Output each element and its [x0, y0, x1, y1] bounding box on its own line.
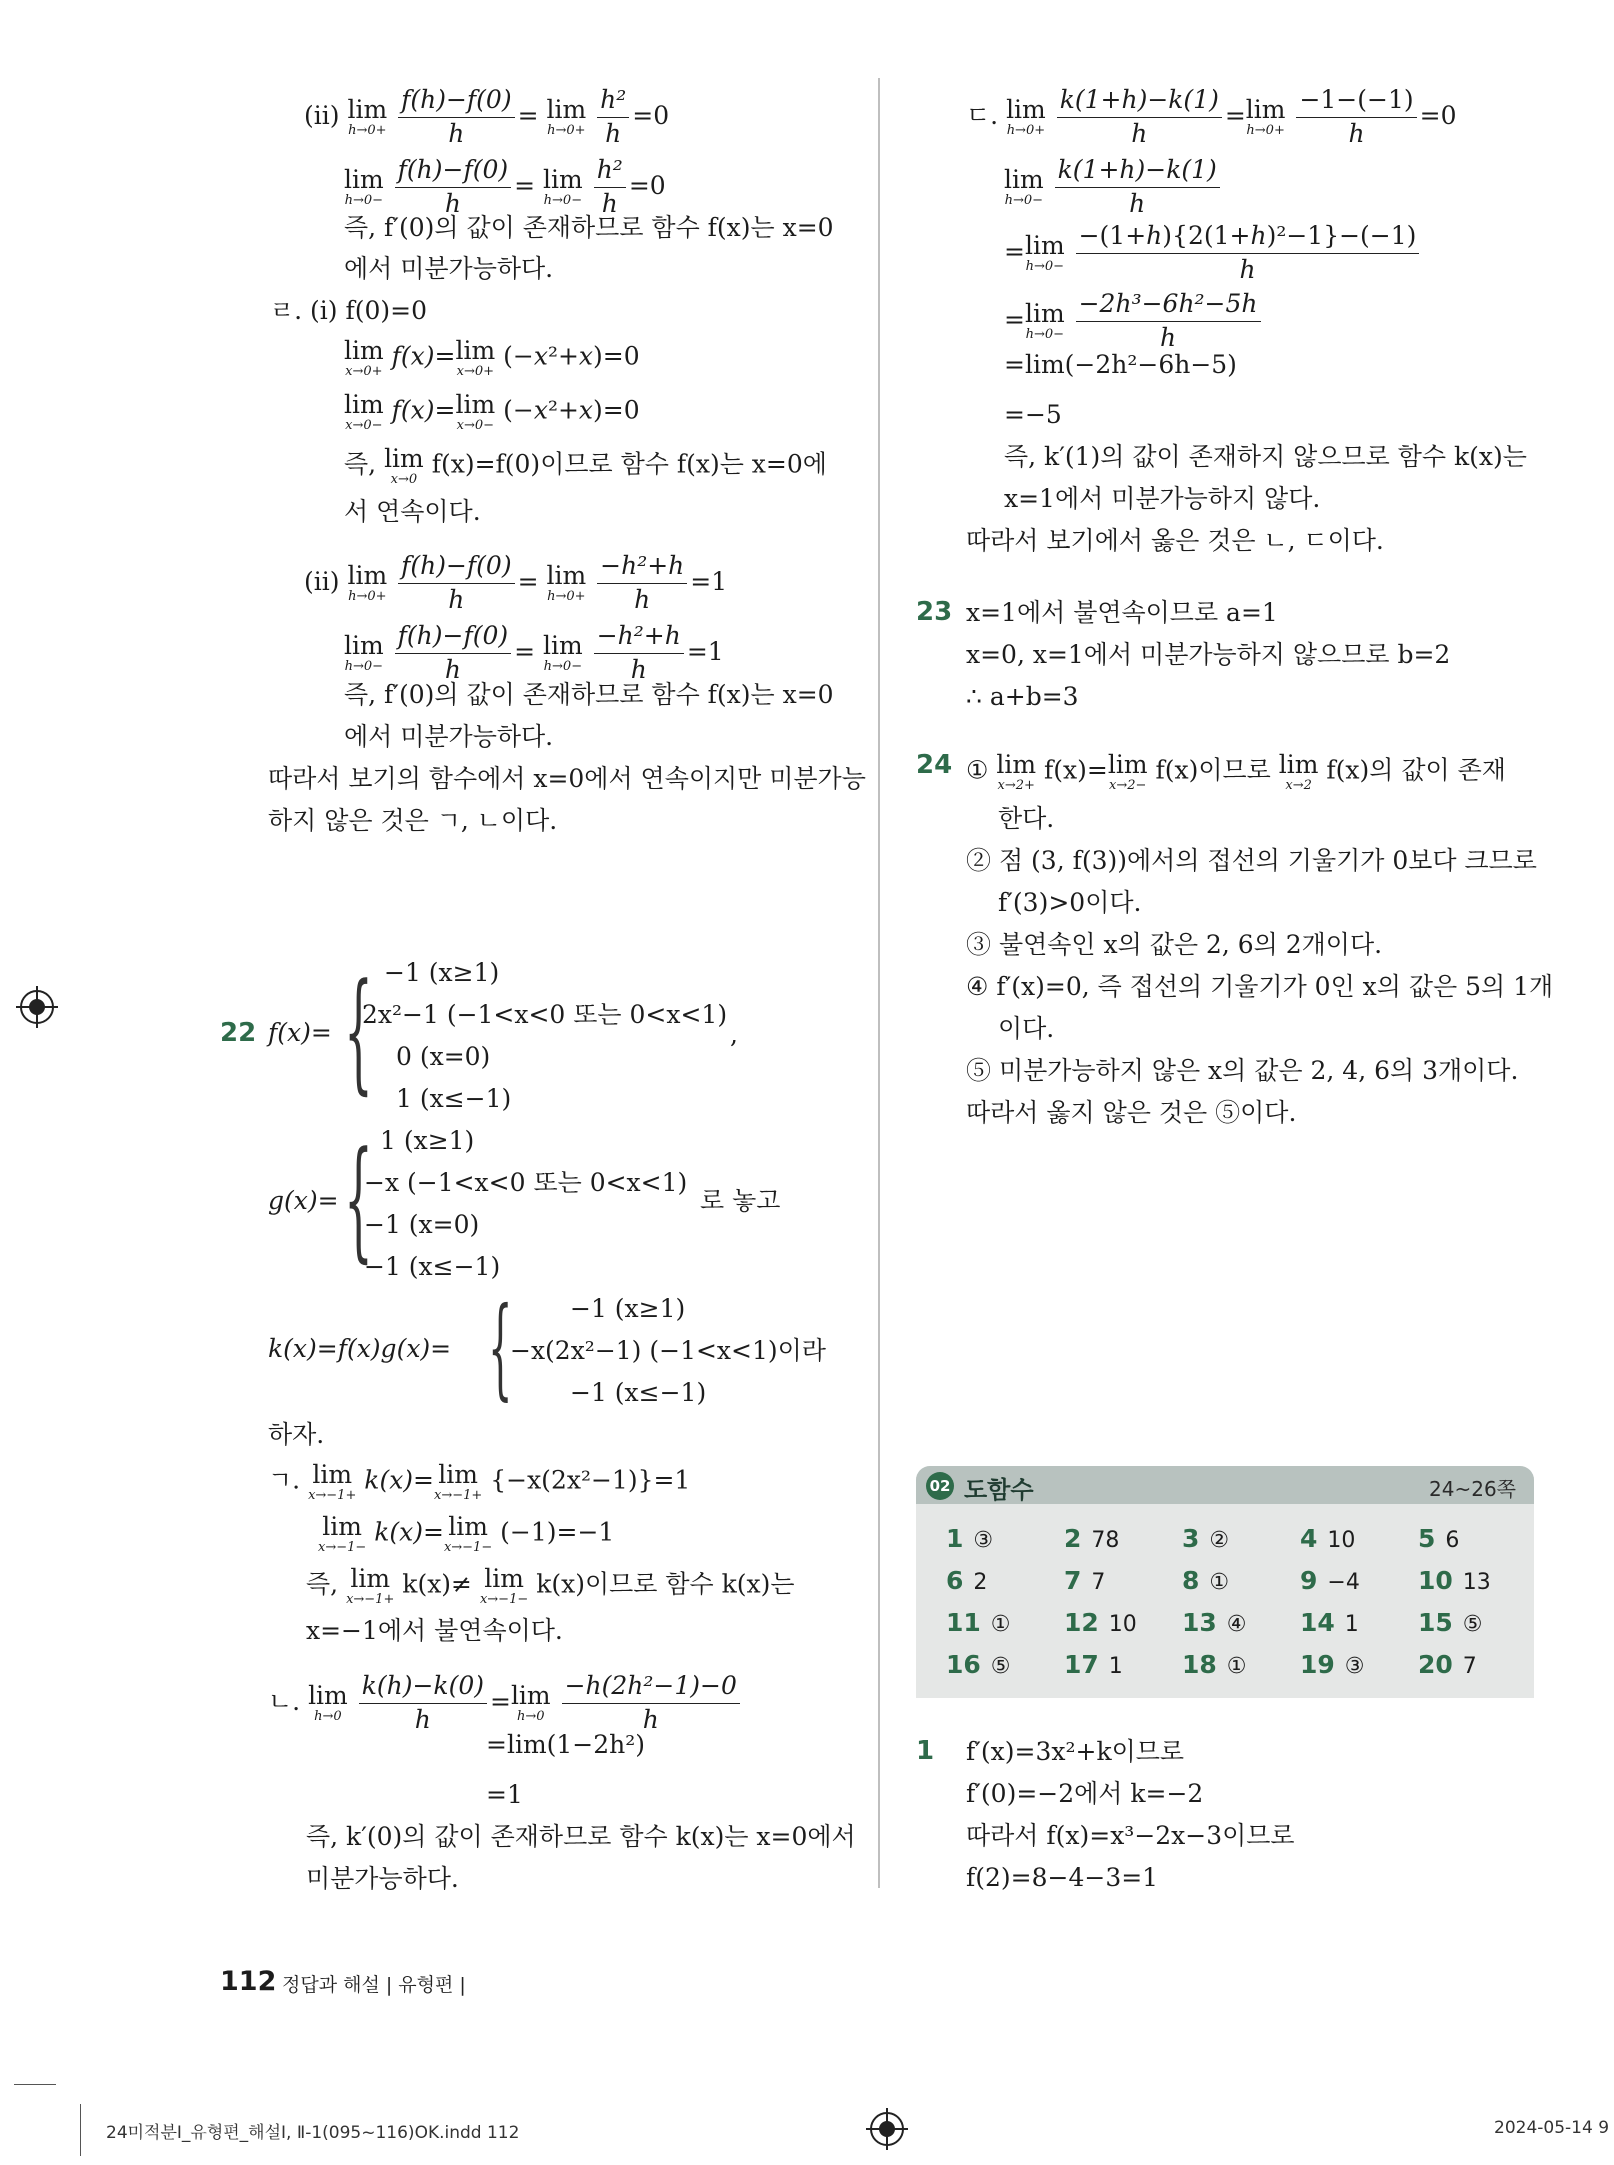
answer-value: 13	[1462, 1570, 1491, 1595]
answer-box	[916, 1466, 1534, 1698]
answer-item	[946, 1566, 987, 1595]
left-line-7: ㄹ. (ⅰ) f(0)=0	[270, 296, 428, 325]
answer-number: 14	[1300, 1608, 1335, 1637]
left-line-16: 따라서 보기의 함수에서 x=0에서 연속이지만 미분가능	[268, 764, 866, 793]
g-step-4: x=−1에서 불연속이다.	[306, 1616, 563, 1645]
d-step-1: ㄷ. lim h→0+ $\frac{k(1+h)-k(1)}{h}$ = lim h→0+ $\frac{-1-(-1)}{h}$ =0	[966, 85, 1457, 148]
section-pages: 24~26쪽	[1429, 1477, 1516, 1501]
answer-item	[946, 1608, 1011, 1637]
answer-number: 12	[1064, 1608, 1099, 1637]
q23-line-3: ∴ a+b=3	[966, 682, 1079, 711]
answer-number: 9	[1300, 1566, 1318, 1595]
q24-line-7: 이다.	[998, 1014, 1055, 1043]
q24-line-1: ① lim x→2+ f(x)= lim x→2− f(x)이므로 lim x→2 f(x)의 값이 존재	[966, 750, 1506, 793]
left-line-15: 에서 미분가능하다.	[344, 722, 554, 751]
answer-number: 7	[1064, 1566, 1082, 1595]
d-step-2: lim h→0− $\frac{k(1+h)-k(1)}{h}$	[1004, 156, 1223, 219]
answer-item	[1418, 1608, 1483, 1637]
d-step-3: = lim h→0− $\frac{\text{−(1+h)\{2(1+h)²−1\}−(−1)}}{h}$	[1004, 222, 1422, 285]
answer-value: ②	[1209, 1528, 1230, 1553]
n-step-4: =1	[486, 1780, 523, 1809]
answer-number: 5	[1418, 1524, 1436, 1553]
answer-value: ⑤	[1462, 1612, 1483, 1637]
g-case-1: 1 (x≥1)	[380, 1126, 475, 1155]
f-case-1: −1 (x≥1)	[384, 958, 500, 987]
footer-section: 정답과 해설 | 유형편 |	[282, 1974, 466, 1996]
n-step-6: 미분가능하다.	[306, 1864, 459, 1893]
answer-item	[1064, 1650, 1123, 1679]
q24-line-4: f′(3)>0이다.	[998, 888, 1142, 917]
d-step-7: 즉, k′(1)의 값이 존재하지 않으므로 함수 k(x)는	[1004, 442, 1527, 471]
q24-line-9: 따라서 옳지 않은 것은 ⑤이다.	[966, 1098, 1297, 1127]
answer-number: 3	[1182, 1524, 1200, 1553]
answer-number: 19	[1300, 1650, 1335, 1679]
answer-value: 1	[1108, 1654, 1123, 1679]
f-case-4: 1 (x≤−1)	[396, 1084, 512, 1113]
left-line-2: lim h→0− $\frac{f(h)-f(0)}{h}$ = lim h→0− $\frac{\text{h²}}{h}$ =0	[344, 155, 666, 218]
answer-item	[946, 1650, 1011, 1679]
answer-item	[1064, 1524, 1119, 1553]
answer-number: 13	[1182, 1608, 1217, 1637]
answer-item	[1182, 1524, 1229, 1553]
answer-item	[946, 1524, 993, 1553]
registration-mark-left-icon	[20, 990, 54, 1024]
left-line-5: 즉, f′(0)의 값이 존재하므로 함수 f(x)는 x=0	[344, 213, 834, 242]
left-line-8: lim x→0+ f(x)= lim x→0+ (−x²+x)=0	[344, 336, 640, 379]
f-tail: ,	[730, 1020, 738, 1049]
d-step-5: =lim(−2h²−6h−5)	[1004, 350, 1237, 379]
left-line-10: 즉, lim x→0 f(x)=f(0)이므로 함수 f(x)는 x=0에	[344, 444, 827, 487]
f-case-3: 0 (x=0)	[396, 1042, 491, 1071]
answer-value: ①	[990, 1612, 1011, 1637]
f-label: f(x)=	[268, 1018, 332, 1047]
q23-line-1: x=1에서 불연속이므로 a=1	[966, 598, 1278, 627]
answer-item	[1300, 1524, 1355, 1553]
left-line-13: lim h→0− $\frac{f(h)-f(0)}{h}$ = lim h→0− $\frac{\text{−h²+h}}{h}$ =1	[344, 621, 724, 684]
d-step-4: = lim h→0− $\frac{\text{−2h³−6h²−5h}}{h}$	[1004, 290, 1264, 353]
d-step-8: x=1에서 미분가능하지 않다.	[1004, 484, 1321, 513]
answer-number: 8	[1182, 1566, 1200, 1595]
n-step-3: =lim(1−2h²)	[486, 1730, 646, 1759]
slug-file: 24미적분Ⅰ_유형편_해설Ⅰ, Ⅱ-1(095~116)OK.indd 112	[106, 2123, 520, 2143]
n-step-5: 즉, k′(0)의 값이 존재하므로 함수 k(x)는 x=0에서	[306, 1822, 856, 1851]
answer-value: −4	[1327, 1570, 1360, 1595]
answer-value: 1	[1344, 1612, 1359, 1637]
answer-number: 11	[946, 1608, 981, 1637]
left-line-9: lim x→0− f(x)= lim x→0− (−x²+x)=0	[344, 390, 640, 433]
g-step-2: lim x→−1− k(x)= lim x→−1− (−1)=−1	[318, 1512, 615, 1555]
answer-item	[1182, 1608, 1247, 1637]
crop-line-h	[14, 2084, 56, 2085]
answer-item	[1182, 1566, 1229, 1595]
answer-value: 7	[1091, 1570, 1106, 1595]
answer-value: ①	[1209, 1570, 1230, 1595]
answer-item	[1418, 1524, 1459, 1553]
left-line-11: 서 연속이다.	[344, 497, 481, 526]
g-label: g(x)=	[268, 1186, 339, 1215]
haja: 하자.	[268, 1420, 325, 1449]
registration-mark-bottom-icon	[870, 2112, 904, 2146]
answer-box-header	[916, 1466, 1534, 1504]
q1-line-3: 따라서 f(x)=x³−2x−3이므로	[966, 1821, 1295, 1850]
slug-date: 2024-05-14 9	[1494, 2118, 1610, 2138]
left-line-1: (ⅱ) lim h→0+ $\frac{f(h)-f(0)}{h}$ = lim h→0+ $\frac{\text{h²}}{h}$ =0	[304, 85, 670, 148]
answer-number: 1	[946, 1524, 964, 1553]
q1-line-4: f(2)=8−4−3=1	[966, 1863, 1159, 1892]
answer-number: 10	[1418, 1566, 1453, 1595]
f-case-2: 2x²−1 (−1<x<0 또는 0<x<1)	[362, 1000, 728, 1029]
question-number-22: 22	[220, 1018, 257, 1048]
g-case-4: −1 (x≤−1)	[364, 1252, 501, 1281]
answer-value: ③	[1344, 1654, 1365, 1679]
left-line-17: 하지 않은 것은 ㄱ, ㄴ이다.	[268, 806, 558, 835]
d-step-9: 따라서 보기에서 옳은 것은 ㄴ, ㄷ이다.	[966, 526, 1384, 555]
q1-line-1: f′(x)=3x²+k이므로	[966, 1737, 1185, 1766]
column-divider	[878, 78, 880, 1888]
answer-value: ①	[1226, 1654, 1247, 1679]
answer-item	[1300, 1650, 1365, 1679]
answer-value: 2	[973, 1570, 988, 1595]
answer-item	[1418, 1566, 1491, 1595]
answer-value: ⑤	[990, 1654, 1011, 1679]
answer-item	[1300, 1608, 1359, 1637]
answer-value: ④	[1226, 1612, 1247, 1637]
page-number: 112	[220, 1966, 277, 1997]
q1-line-2: f′(0)=−2에서 k=−2	[966, 1779, 1204, 1808]
left-line-6: 에서 미분가능하다.	[344, 254, 554, 283]
crop-line-v	[80, 2104, 81, 2156]
answer-number: 18	[1182, 1650, 1217, 1679]
question-number-1: 1	[916, 1736, 935, 1766]
g-step-3: 즉, lim x→−1+ k(x)≠ lim x→−1− k(x)이므로 함수 k(x)는	[306, 1564, 795, 1607]
f-brace: {	[344, 955, 373, 1107]
answer-number: 2	[1064, 1524, 1082, 1553]
answer-item	[1300, 1566, 1360, 1595]
k-case-1: −1 (x≥1)	[570, 1294, 686, 1323]
d-step-6: =−5	[1004, 400, 1062, 429]
answer-value: 10	[1327, 1528, 1356, 1553]
answer-item	[1064, 1566, 1105, 1595]
q24-line-8: ⑤ 미분가능하지 않은 x의 값은 2, 4, 6의 3개이다.	[966, 1056, 1519, 1085]
question-number-24: 24	[916, 750, 953, 780]
section-badge: 02	[926, 1472, 954, 1500]
q24-line-3: ② 점 (3, f(3))에서의 접선의 기울기가 0보다 크므로	[966, 846, 1537, 875]
answer-number: 15	[1418, 1608, 1453, 1637]
section-title: 도함수	[964, 1476, 1034, 1504]
left-line-14: 즉, f′(0)의 값이 존재하므로 함수 f(x)는 x=0	[344, 680, 834, 709]
q23-line-2: x=0, x=1에서 미분가능하지 않으므로 b=2	[966, 640, 1451, 669]
g-step-1: ㄱ. lim x→−1+ k(x)= lim x→−1+ {−x(2x²−1)}=1	[268, 1460, 691, 1503]
k-case-2: −x(2x²−1) (−1<x<1)이라	[510, 1336, 826, 1365]
answer-number: 6	[946, 1566, 964, 1595]
answer-value: ③	[973, 1528, 994, 1553]
g-case-2: −x (−1<x<0 또는 0<x<1)	[364, 1168, 688, 1197]
answer-value: 10	[1108, 1612, 1137, 1637]
answer-value: 6	[1445, 1528, 1460, 1553]
answer-item	[1064, 1608, 1137, 1637]
k-case-3: −1 (x≤−1)	[570, 1378, 707, 1407]
question-number-23: 23	[916, 597, 953, 627]
k-label: k(x)=f(x)g(x)=	[268, 1334, 452, 1363]
n-step-1: ㄴ. lim h→0 $\frac{k(h)-k(0)}{h}$ = lim h→0 $\frac{\text{−h(2h²−1)−0}}{h}$	[268, 1672, 743, 1735]
answer-item	[1182, 1650, 1247, 1679]
answer-number: 4	[1300, 1524, 1318, 1553]
answer-item	[1418, 1650, 1477, 1679]
answer-number: 20	[1418, 1650, 1453, 1679]
answer-value: 7	[1462, 1654, 1477, 1679]
q24-line-5: ③ 불연속인 x의 값은 2, 6의 2개이다.	[966, 930, 1383, 959]
left-line-12: (ⅱ) lim h→0+ $\frac{f(h)-f(0)}{h}$ = lim h→0+ $\frac{\text{−h²+h}}{h}$ =1	[304, 551, 728, 614]
g-case-3: −1 (x=0)	[364, 1210, 480, 1239]
q24-line-6: ④ f′(x)=0, 즉 접선의 기울기가 0인 x의 값은 5의 1개	[966, 972, 1554, 1001]
q24-line-2: 한다.	[998, 804, 1055, 833]
answer-value: 78	[1091, 1528, 1120, 1553]
g-tail: 로 놓고	[700, 1186, 781, 1215]
k-brace: {	[488, 1283, 513, 1411]
g-brace: {	[344, 1123, 373, 1275]
answer-number: 16	[946, 1650, 981, 1679]
answer-number: 17	[1064, 1650, 1099, 1679]
